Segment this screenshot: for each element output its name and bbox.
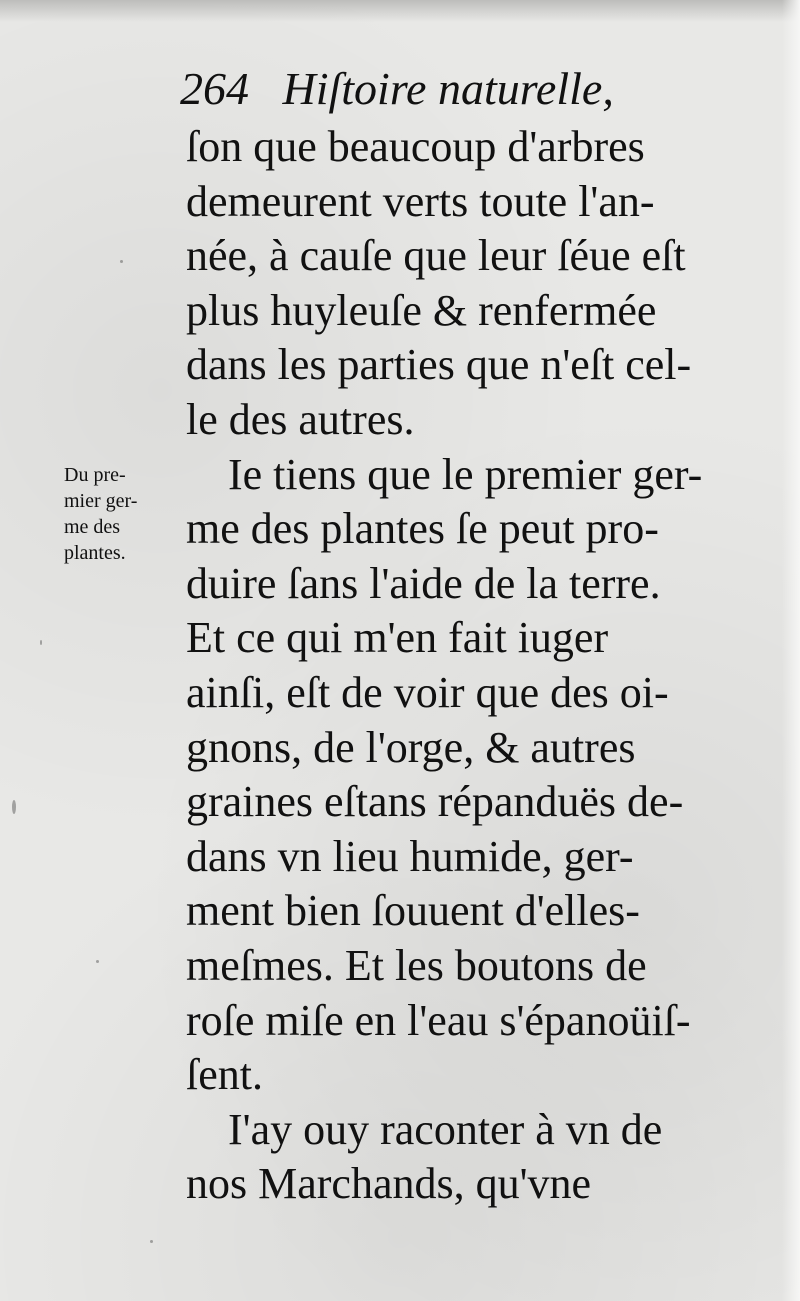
paper-speck [96, 960, 99, 963]
paragraph-start-line: I'ay ouy raconter à vn de [228, 1104, 663, 1154]
margin-note [64, 462, 180, 566]
text-line: meſmes. Et les boutons de [186, 940, 647, 990]
margin-note-line: Du pre- [64, 464, 126, 486]
text-line: le des autres. [186, 394, 415, 444]
text-line: nos Marchands, qu'vne [186, 1159, 592, 1209]
running-header [180, 62, 614, 115]
body-text [186, 120, 746, 1212]
text-line: ainſi, eſt de voir que des oi- [186, 667, 669, 717]
paper-speck [150, 1240, 153, 1243]
text-line: gnons, de l'orge, & autres [186, 722, 636, 772]
text-line: dans vn lieu humide, ger- [186, 831, 634, 881]
text-line: ment bien ſouuent d'elles- [186, 886, 640, 936]
margin-note-line: plantes. [64, 542, 126, 564]
page-number: 264 [180, 63, 249, 114]
text-line: duire ſans l'aide de la terre. [186, 558, 661, 608]
paper-speck [12, 800, 16, 814]
text-line: née, à cauſe que leur ſéue eſt [186, 231, 686, 281]
text-line: dans les parties que n'eſt cel- [186, 340, 692, 390]
running-title: Hiſtoire naturelle, [282, 63, 614, 114]
page-right-edge [782, 0, 800, 1301]
text-line: Et ce qui m'en fait iuger [186, 613, 609, 663]
margin-note-line: mier ger- [64, 490, 138, 512]
text-line: me des plantes ſe peut pro- [186, 504, 659, 554]
text-line: graines eſtans répanduës de- [186, 777, 684, 827]
page-top-shadow [0, 0, 800, 22]
paper-speck [40, 640, 42, 645]
text-line: demeurent verts toute l'an- [186, 176, 655, 226]
margin-note-line: me des [64, 516, 121, 538]
text-line: roſe miſe en l'eau s'épanoüiſ- [186, 995, 691, 1045]
text-line: plus huyleuſe & renfermée [186, 285, 657, 335]
text-line: ſon que beaucoup d'arbres [186, 122, 645, 171]
paragraph-start-line: Ie tiens que le premier ger- [228, 449, 703, 499]
paper-speck [120, 260, 123, 263]
text-line: ſent. [186, 1050, 263, 1100]
